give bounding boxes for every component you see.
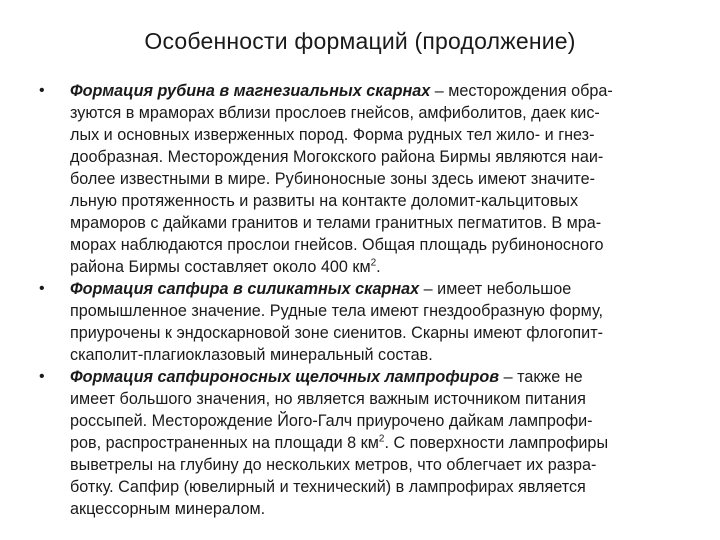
line-text: приурочены к эндоскарновой зоне сиенитов. Скарны имеют флогопит-: [70, 324, 604, 342]
superscript: 2: [370, 257, 377, 269]
line-text: .: [376, 258, 381, 276]
line-text: имеет большого значения, но является важным источником питания: [70, 390, 586, 408]
text-line: [70, 80, 690, 102]
text-line: [70, 432, 690, 454]
text-line: [70, 124, 690, 146]
text-line: [70, 278, 690, 300]
line-text: ботку. Сапфир (ювелирный и технический) в лампрофирах является: [70, 478, 586, 496]
text-line: [70, 322, 690, 344]
bullet-dot-icon: •: [39, 280, 45, 297]
text-line: [70, 212, 690, 234]
text-line: [70, 234, 690, 256]
line-text: льную протяженность и развиты на контакте доломит-кальцитовых: [70, 192, 579, 210]
slide-title: Особенности формаций (продолжение): [144, 28, 576, 54]
line-text: ров, распространенных на площади 8 км: [70, 434, 379, 452]
line-text: дообразная. Месторождения Могокского района Бирмы являются наи-: [70, 148, 604, 166]
line-text: – имеет небольшое: [419, 280, 572, 298]
bullet-paragraph: [70, 80, 690, 278]
text-line: [70, 102, 690, 124]
text-line: [70, 344, 690, 366]
line-text: – месторождения обра-: [430, 82, 613, 100]
line-text: – также не: [499, 368, 583, 386]
text-line: [70, 190, 690, 212]
bullet-dot-icon: •: [39, 82, 45, 99]
bullet-paragraph: [70, 278, 690, 366]
line-text: россыпей. Месторождение Його-Галч приурочено дайкам лампрофи-: [70, 412, 593, 430]
line-text: района Бирмы составляет около 400 км: [70, 258, 371, 276]
text-line: [70, 146, 690, 168]
line-text: выветрелы на глубину до нескольких метров, что облегчает их разра-: [70, 456, 597, 474]
superscript: 2: [378, 433, 385, 445]
text-line: [70, 410, 690, 432]
text-line: [70, 366, 690, 388]
line-text: скаполит-плагиоклазовый минеральный состав.: [70, 346, 433, 364]
text-line: [70, 454, 690, 476]
text-line: [70, 388, 690, 410]
text-line: [70, 498, 690, 520]
line-text: мраморов с дайками гранитов и телами гранитных пегматитов. В мра-: [70, 214, 602, 232]
line-text: акцессорным минералом.: [70, 500, 266, 518]
line-text: морах наблюдаются прослои гнейсов. Общая площадь рубиноносного: [70, 236, 604, 254]
line-text: . С поверхности лампрофиры: [384, 434, 609, 452]
formation-name: Формация рубина в магнезиальных скарнах: [70, 82, 431, 100]
line-text: промышленное значение. Рудные тела имеют гнездообразную форму,: [70, 302, 603, 320]
text-line: [70, 300, 690, 322]
formation-name: Формация сапфироносных щелочных лампрофиров: [70, 368, 500, 386]
text-line: [70, 256, 690, 278]
text-line: [70, 168, 690, 190]
line-text: лых и основных изверженных пород. Форма рудных тел жило- и гнез-: [70, 126, 595, 144]
bullet-paragraph: [70, 366, 690, 520]
text-line: [70, 476, 690, 498]
line-text: зуются в мраморах вблизи прослоев гнейсов, амфиболитов, даек кис-: [70, 104, 600, 122]
formation-name: Формация сапфира в силикатных скарнах: [70, 280, 420, 298]
bullet-dot-icon: •: [39, 368, 45, 385]
line-text: более известными в мире. Рубиноносные зоны здесь имеют значите-: [70, 170, 596, 188]
